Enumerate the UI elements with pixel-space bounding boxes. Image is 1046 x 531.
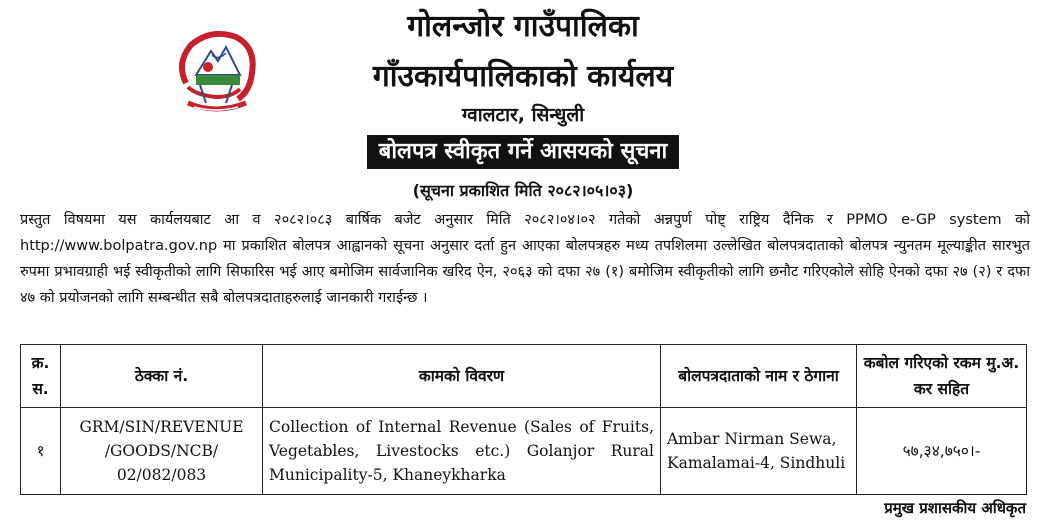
header-description: कामको विवरण [263, 345, 661, 408]
table-header-row [21, 345, 1027, 408]
notice-paragraph: प्रस्तुत विषयमा यस कार्यलयबाट आ व २०८२।०८३ बार्षिक बजेट अनुसार मिति २०८२।०४।०२ गतेको अन्नपुर्ण पोष्ट् राष्ट्रिय दैनिक र PPMO e-GP system को http://www.bolpatra.gov.np मा प्रकाशित बोलपत्र आह्वानको सूचना अनुसार दर्ता हुन आएका बोलपत्रहरु मध्य तपशिलमा उल्लेखित बोलपत्रदाताको बोलपत्र न्युनतम मूल्याङ्कीत सारभुत रुपमा प्रभावग्राही भई स्वीकृतीको लागि सिफारिस भई आए बमोजिम सार्वजानिक खरिद ऐन, २०६३ को दफा २७ (१) बमोजिम स्वीकृतीको लागि छनौट गरिएकोले सोहि ऐनको दफा २७ (२) र दफा ४७ को प्रयोजनको लागि सम्बन्धीत सबै बोलपत्रदाताहरुलाई जानकारी गराईन्छ । [20, 212, 1030, 306]
office-location: ग्वालटार, सिन्धुली [461, 104, 585, 126]
row-amount: ५७,३४,७५०।- [857, 408, 1027, 495]
table-row [21, 408, 1027, 495]
header-sn: क्र. स. [21, 345, 61, 408]
row-contract-no: GRM/SIN/REVENUE /GOODS/NCB/ 02/082/083 [61, 408, 263, 495]
header-contract-no: ठेक्का नं. [61, 345, 263, 408]
row-bidder: Ambar Nirman Sewa, Kamalamai-4, Sindhuli [661, 408, 857, 495]
published-date: (सूचना प्रकाशित मिति २०८२।०५।०३) [412, 181, 634, 200]
notice-title: बोलपत्र स्वीकृत गर्ने आसयको सूचना [367, 135, 679, 169]
header-bidder: बोलपत्रदाताको नाम र ठेगाना [661, 345, 857, 408]
award-table [20, 344, 1027, 495]
notice-title-wrap [0, 135, 1046, 169]
municipality-name: गोलन्जोर गाउँपालिका [407, 9, 639, 44]
signatory-title: प्रमुख प्रशासकीय अधिकृत [884, 499, 1026, 517]
row-sn: १ [21, 408, 61, 495]
office-name: गाँउकार्यपालिकाको कार्यलय [372, 59, 674, 94]
header-amount: कबोल गरिएको रकम मु.अ. कर सहित [857, 345, 1027, 408]
row-description: Collection of Internal Revenue (Sales of Fruits, Vegetables, Livestocks etc.) Golanjor Rural Municipality-5, Khaneykharka [263, 408, 661, 495]
